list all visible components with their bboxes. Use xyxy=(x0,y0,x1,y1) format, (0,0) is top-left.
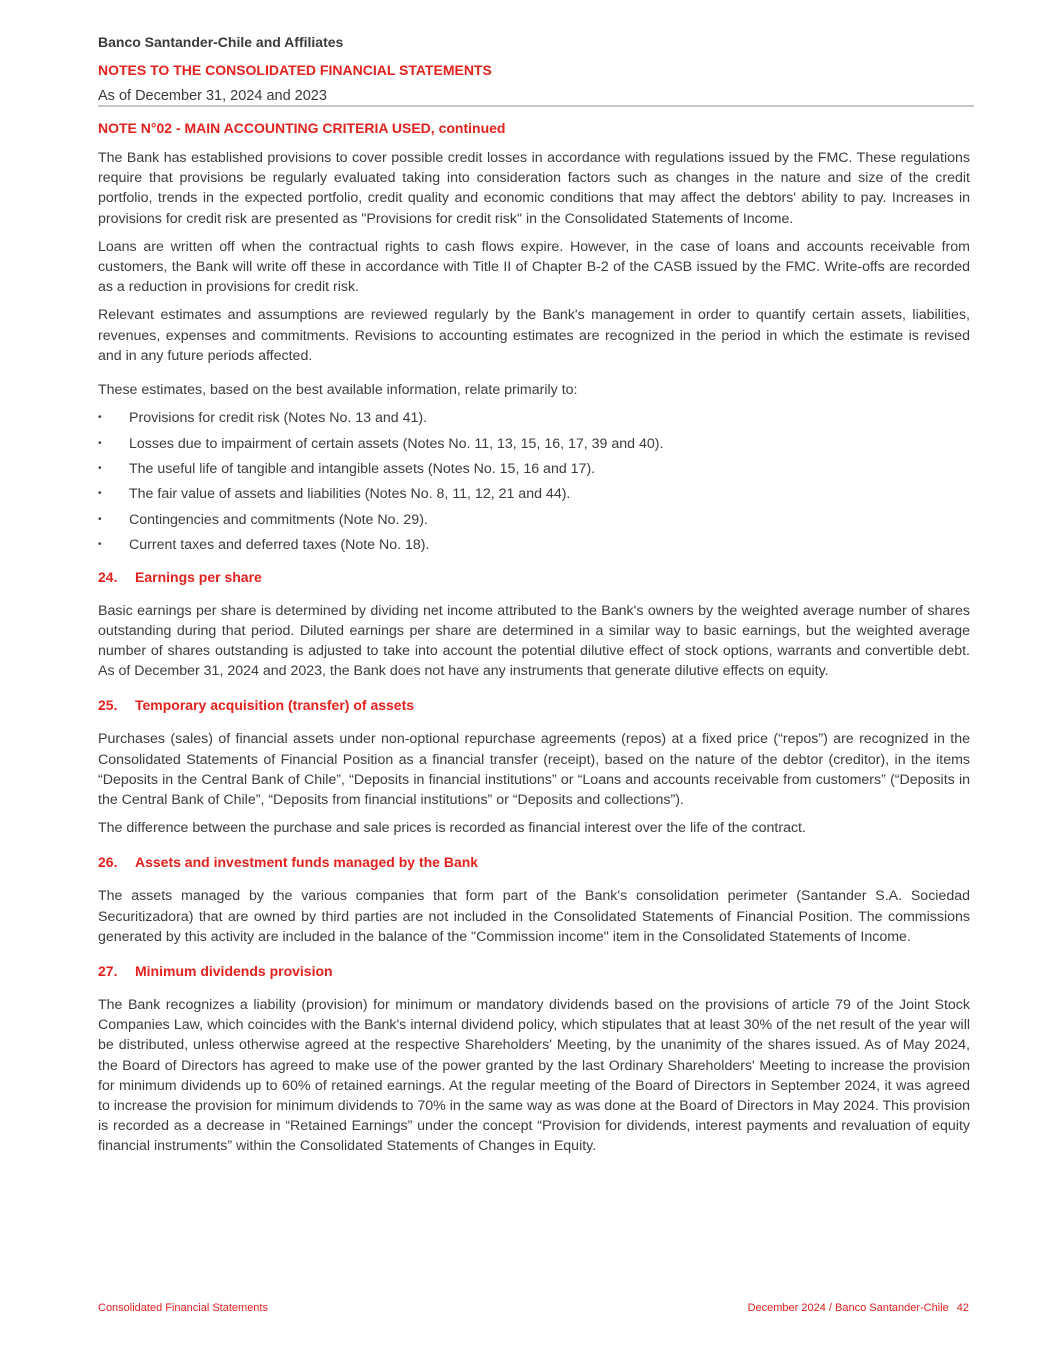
intro-paragraph: Loans are written off when the contractual rights to cash flows expire. However, in the case of loans and accounts receivable from customers, the Bank will write off these in accordance with Title II of Chapter B-2 of the CASB issued by the FMC. Write-offs are recorded as a reduction in provisions for credit risk. xyxy=(98,238,970,296)
list-item: • Current taxes and deferred taxes (Note No. 18). xyxy=(98,535,970,560)
section-heading-25: 25. Temporary acquisition (transfer) of assets xyxy=(98,697,415,714)
bullet-icon: • xyxy=(98,463,102,475)
report-date: As of December 31, 2024 and 2023 xyxy=(98,88,327,104)
footer-publication: December 2024 / Banco Santander-Chile xyxy=(747,1302,949,1314)
page-number: 42 xyxy=(956,1302,969,1314)
intro-paragraph: These estimates, based on the best available information, relate primarily to: xyxy=(98,382,578,399)
header-divider xyxy=(98,105,974,107)
notes-title: NOTES TO THE CONSOLIDATED FINANCIAL STATEMENTS xyxy=(98,62,492,78)
list-item: • Losses due to impairment of certain assets (Notes No. 11, 13, 15, 16, 17, 39 and 40). xyxy=(98,434,970,459)
intro-paragraph: The Bank has established provisions to cover possible credit losses in accordance with regulations issued by the FMC. These regulations require that provisions be regularly evaluated taking into consideration factors such as changes in the nature and size of the credit portfolio, trends in the expected portfolio, credit quality and economic conditions that may affect the debtors' ability to pay. Increases in provisions for credit risk are presented as "Provisions for credit risk" in the Consolidated Statements of Income. xyxy=(98,150,970,227)
section-heading-26: 26. Assets and investment funds managed by the Bank xyxy=(98,854,479,871)
bullet-icon: • xyxy=(98,437,102,449)
estimates-list xyxy=(98,408,970,560)
section-heading-24: 24. Earnings per share xyxy=(98,568,262,585)
section-heading-27: 27. Minimum dividends provision xyxy=(98,963,333,980)
content xyxy=(98,120,970,1157)
bullet-icon: • xyxy=(98,488,102,500)
footer-right xyxy=(748,1302,969,1314)
intro-paragraph: Relevant estimates and assumptions are reviewed regularly by the Bank's management in order to quantify certain assets, liabilities, revenues, expenses and commitments. Revisions to accounting estimates are recognized in the period in which the estimate is revised and in any future periods affected. xyxy=(98,307,970,364)
bullet-icon: • xyxy=(98,412,102,424)
list-item: • Contingencies and commitments (Note No. 29). xyxy=(98,510,970,535)
section-paragraph: The assets managed by the various companies that form part of the Bank's consolidation perimeter (Santander S.A. Sociedad Securitizadora) that are owned by third parties are not included in the Consolidated Statements of Financial Position. The commissions generated by this activity are included in the balance of the "Commission income" item in the Consolidated Statements of Income. xyxy=(98,888,970,945)
footer-left: Consolidated Financial Statements xyxy=(98,1302,268,1314)
section-paragraph: The Bank recognizes a liability (provision) for minimum or mandatory dividends based on the provisions of article 79 of the Joint Stock Companies Law, which coincides with the Bank's internal dividend policy, which stipulates that at least 30% of the net result of the year will be distributed, unless otherwise agreed at the respective Shareholders' Meeting, by the unanimity of the shares issued. As of May 2024, the Board of Directors has agreed to make use of the power granted by the last Ordinary Shareholders' Meeting to increase the provision for minimum dividends up to 60% of retained earnings. At the regular meeting of the Board of Directors in September 2024, it was agreed to increase the provision for minimum dividends to 70% in the same way as was done at the Board of Directors in May 2024. This provision is recorded as a decrease in “Retained Earnings” under the concept “Provision for dividends, interest payments and revaluation of equity financial instruments” within the Consolidated Statements of Changes in Equity. xyxy=(98,997,970,1155)
company-name: Banco Santander-Chile and Affiliates xyxy=(98,34,344,50)
section-paragraph: Purchases (sales) of financial assets under non-optional repurchase agreements (repos) at a fixed price (“repos”) are recognized in the Consolidated Statements of Financial Position as a financial transfer (receipt), based on the nature of the debtor (creditor), in the items “Deposits in the Central Bank of Chile”, “Deposits in financial institutions” or “Loans and accounts receivable from customers” (“Deposits in the Central Bank of Chile”, “Deposits from financial institutions” or “Deposits and collections”). xyxy=(98,731,970,808)
section-paragraph: Basic earnings per share is determined by dividing net income attributed to the Bank's owners by the weighted average number of shares outstanding during that period. Diluted earnings per share are determined in a similar way to basic earnings, but the weighted average number of shares outstanding is adjusted to take into account the potential dilutive effect of stock options, warrants and convertible debt. As of December 31, 2024 and 2023, the Bank does not have any instruments that generate dilutive effects on equity. xyxy=(98,602,970,680)
list-item: • The fair value of assets and liabilities (Notes No. 8, 11, 12, 21 and 44). xyxy=(98,484,970,509)
bullet-icon: • xyxy=(98,513,102,525)
section-paragraph: The difference between the purchase and sale prices is recorded as financial interest over the life of the contract. xyxy=(98,820,806,837)
note-title: NOTE N°02 - MAIN ACCOUNTING CRITERIA USED, continued xyxy=(98,120,506,136)
bullet-icon: • xyxy=(98,539,102,551)
list-item: • The useful life of tangible and intangible assets (Notes No. 15, 16 and 17). xyxy=(98,459,970,484)
list-item: • Provisions for credit risk (Notes No. 13 and 41). xyxy=(98,408,970,433)
